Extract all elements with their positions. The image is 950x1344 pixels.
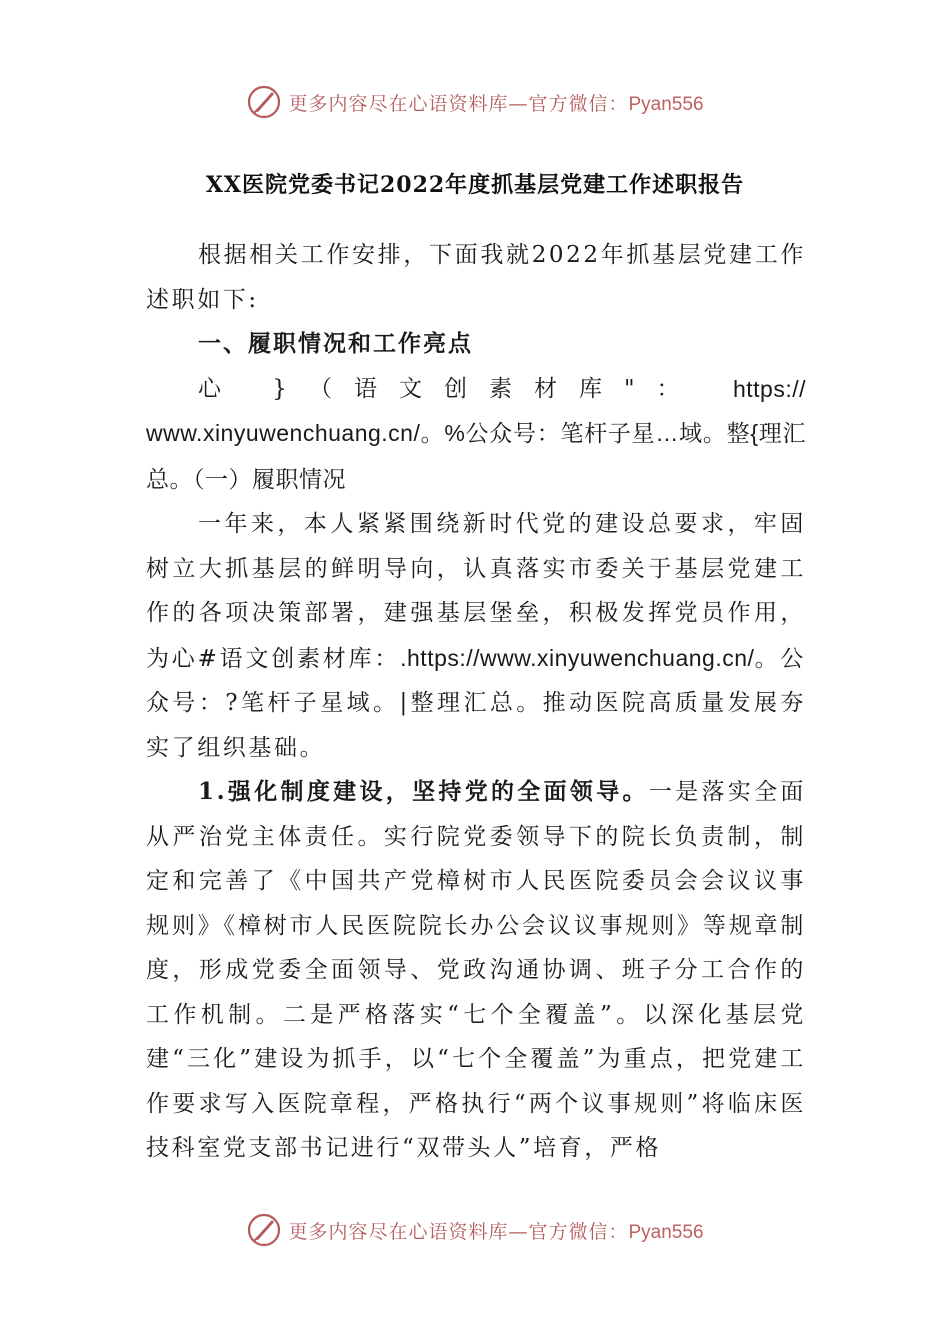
watermark-text-a: 心 }（语文创素材库"： bbox=[198, 375, 702, 402]
intro-paragraph: 根据相关工作安排，下面我就2022年抓基层党建工作述职如下: bbox=[146, 242, 806, 313]
institution-paragraph bbox=[146, 770, 806, 1171]
institution-text: 一是落实全面从严治党主体责任。实行院党委领导下的院长负责制，制定和完善了《中国共产党樟树市人民医院委员会会议议事规则》《樟树市人民医院院长办公会议议事规则》等规章制度，形成党委全面领导、党政沟通协调、班子分工合作的工作机制。二是严格落实“七个全覆盖”。以深化基层党建“三化”建设为抓手，以“七个全覆盖”为重点，把党建工作要求写入医院章程，严格执行“两个议事规则”将临床医技科室党支部书记进行“双带头人”培育，严格 bbox=[146, 779, 807, 1161]
footer-banner bbox=[0, 1208, 950, 1252]
duty-text-b: 。公众号：?笔杆子星域。|整理汇总。推动医院高质量发展夯实了组织基础。 bbox=[146, 645, 806, 761]
watermark-url-a: https:// bbox=[732, 375, 806, 402]
banner-slogan: 更多内容尽在心语资料库 bbox=[288, 92, 509, 115]
watermark-paragraph bbox=[146, 367, 806, 412]
duty-text-a: 一年来，本人紧紧围绕新时代党的建设总要求，牢固树立大抓基层的鲜明导向，认真落实市委关于基层党建工作的各项决策部署，建强基层堡垒，积极发挥党员作用，为心#语文创素材库： bbox=[146, 511, 806, 672]
section-heading-1: 一、履职情况和工作亮点 bbox=[198, 330, 473, 357]
institution-lead: 1.强化制度建设，坚持党的全面领导。 bbox=[198, 778, 649, 805]
banner-account: Pyan556 bbox=[628, 1221, 704, 1243]
banner-separator: — bbox=[508, 1220, 529, 1243]
quill-logo-icon bbox=[246, 84, 282, 120]
banner-official: 官方微信： bbox=[528, 92, 629, 115]
duty-paragraph bbox=[146, 502, 806, 770]
watermark-text-b: www.xinyuwenchuang.cn/。%公众号：笔杆子星…域。整{理汇总。（一）履职情况 bbox=[146, 420, 806, 492]
banner-separator: — bbox=[508, 92, 529, 115]
quill-logo-icon bbox=[246, 1212, 282, 1248]
banner-text bbox=[288, 89, 703, 116]
banner-official: 官方微信： bbox=[528, 1220, 629, 1243]
banner-slogan: 更多内容尽在心语资料库 bbox=[288, 1220, 509, 1243]
document-body bbox=[146, 233, 806, 1171]
banner-text bbox=[288, 1217, 703, 1244]
duty-url: .https://www.xinyuwenchuang.cn/ bbox=[400, 644, 755, 671]
watermark-paragraph-cont bbox=[146, 411, 806, 502]
header-banner bbox=[0, 80, 950, 124]
document-title: XX医院党委书记2022年度抓基层党建工作述职报告 bbox=[205, 172, 745, 198]
banner-account: Pyan556 bbox=[628, 93, 704, 115]
